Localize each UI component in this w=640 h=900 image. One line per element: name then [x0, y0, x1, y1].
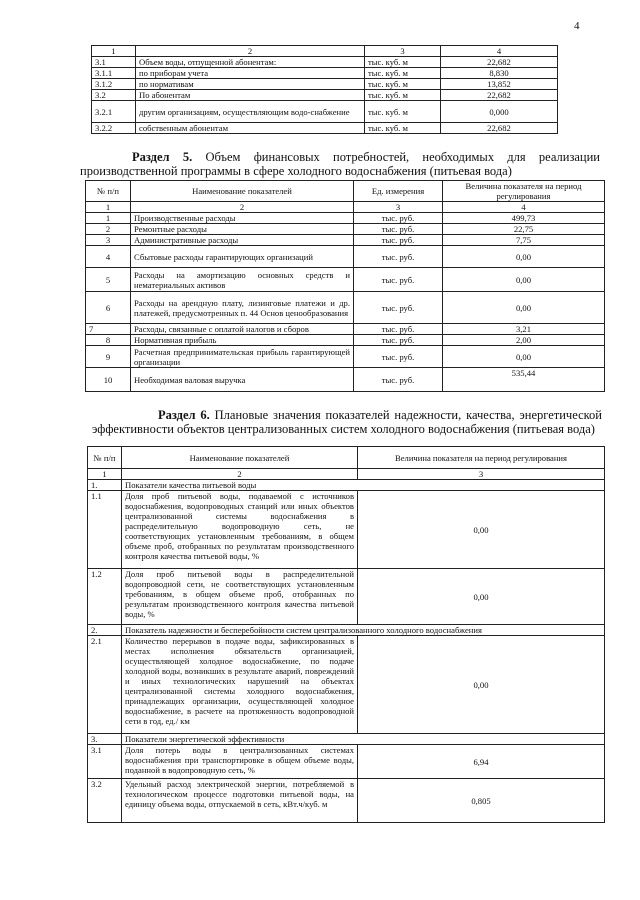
- column-header: Величина показателя на период регулирования: [443, 181, 605, 202]
- table-row: [92, 57, 558, 68]
- column-header: Наименование показателей: [122, 447, 358, 469]
- row-name: Объем воды, отпущенной абонентам:: [136, 57, 365, 68]
- table-numbering-row: [86, 202, 605, 213]
- group-number: 1.: [88, 480, 122, 491]
- row-number: 3.1: [88, 745, 122, 779]
- row-value: 0,00: [358, 491, 605, 569]
- row-value: 0,00: [358, 569, 605, 625]
- row-unit: тыс. руб.: [354, 224, 443, 235]
- table-row: [88, 569, 605, 625]
- group-number: 3.: [88, 734, 122, 745]
- row-name: Доля потерь воды в централизованных системах водоснабжения при транспортировке в общем объеме воды, поданной в водопроводную сеть, %: [122, 745, 358, 779]
- row-unit: тыс. руб.: [354, 268, 443, 292]
- table-row: [86, 346, 605, 368]
- table-cell: 3: [365, 46, 441, 57]
- row-value: 22,682: [441, 90, 558, 101]
- column-header: № п/п: [86, 181, 131, 202]
- row-number: 3.2: [88, 779, 122, 823]
- row-name: Расходы, связанные с оплатой налогов и сборов: [131, 324, 354, 335]
- row-number: 3: [86, 235, 131, 246]
- table-group-row: [88, 625, 605, 636]
- row-value: 2,00: [443, 335, 605, 346]
- row-unit: тыс. руб.: [354, 346, 443, 368]
- row-name: Необходимая валовая выручка: [131, 368, 354, 392]
- row-name: Доля проб питьевой воды, подаваемой с источников водоснабжения, водопроводных станций или иных объектов централизованной системы водоснабжения в распределительную водопроводную сеть, не соответствующих установленным требованиям, в общем объеме проб, отобранных по результатам производственного контроля качества питьевой воды, %: [122, 491, 358, 569]
- row-unit: тыс. руб.: [354, 292, 443, 324]
- row-name: Количество перерывов в подаче воды, зафиксированных в местах исполнения обязательств организацией, осуществляющей холодное водоснабжение, по подаче холодной воды, возникших в результате аварий, повреждений и иных технологических нарушений на объектах централизованной системы холодного водоснабжения, принадлежащих организации, осуществляющей холодное водоснабжение, в расчете на протяженность водопроводной сети в год, ед./ км: [122, 636, 358, 734]
- row-number: 5: [86, 268, 131, 292]
- table-cell: 1: [92, 46, 136, 57]
- row-value: 22,682: [441, 123, 558, 134]
- group-name: Показатель надежности и бесперебойности систем централизованного холодного водоснабжения: [122, 625, 605, 636]
- table-header-row: [88, 447, 605, 469]
- row-name: Удельный расход электрической энергии, потребляемой в технологическом процессе подготовки питьевой воды, на единицу объема воды, отпускаемой в сеть, кВт.ч/куб. м: [122, 779, 358, 823]
- table-row: [86, 335, 605, 346]
- row-value: 7,75: [443, 235, 605, 246]
- table-numbering-row: [92, 46, 558, 57]
- row-unit: тыс. куб. м: [365, 123, 441, 134]
- table-row: [88, 491, 605, 569]
- row-number: 8: [86, 335, 131, 346]
- row-value: 6,94: [358, 745, 605, 779]
- table-numbering-row: [88, 469, 605, 480]
- table-row: [92, 90, 558, 101]
- column-header: № п/п: [88, 447, 122, 469]
- row-number: 6: [86, 292, 131, 324]
- row-number: 9: [86, 346, 131, 368]
- row-name: Нормативная прибыль: [131, 335, 354, 346]
- row-value: 22,75: [443, 224, 605, 235]
- table-row: [88, 636, 605, 734]
- table-row: [92, 123, 558, 134]
- row-unit: тыс. руб.: [354, 324, 443, 335]
- row-name: по нормативам: [136, 79, 365, 90]
- group-name: Показатели энергетической эффективности: [122, 734, 605, 745]
- table-row: [92, 101, 558, 123]
- row-value: 0,000: [441, 101, 558, 123]
- row-name: другим организациям, осуществляющим водо-снабжение: [136, 101, 365, 123]
- row-unit: тыс. куб. м: [365, 90, 441, 101]
- row-name: По абонентам: [136, 90, 365, 101]
- section5-heading: [80, 150, 600, 178]
- row-number: 3.2.1: [92, 101, 136, 123]
- row-name: Расходы на арендную плату, лизинговые платежи и др. платежей, предусмотренных п. 44 Основ ценообразования: [131, 292, 354, 324]
- table-group-row: [88, 734, 605, 745]
- column-header: Ед. измерения: [354, 181, 443, 202]
- row-value: 22,682: [441, 57, 558, 68]
- row-unit: тыс. куб. м: [365, 79, 441, 90]
- financial-needs-table: [85, 180, 605, 392]
- row-unit: тыс. руб.: [354, 368, 443, 392]
- row-unit: тыс. руб.: [354, 335, 443, 346]
- water-volume-table: [91, 45, 558, 134]
- row-value: 8,830: [441, 68, 558, 79]
- table-row: [86, 368, 605, 392]
- table-row: [86, 235, 605, 246]
- row-number: 3.2: [92, 90, 136, 101]
- row-unit: тыс. куб. м: [365, 101, 441, 123]
- row-name: собственным абонентам: [136, 123, 365, 134]
- row-number: 3.1.2: [92, 79, 136, 90]
- table-row: [86, 268, 605, 292]
- table-header-row: [86, 181, 605, 202]
- table-cell: 4: [443, 202, 605, 213]
- table-group-row: [88, 480, 605, 491]
- group-number: 2.: [88, 625, 122, 636]
- row-name: Расчетная предпринимательская прибыль гарантирующей организации: [131, 346, 354, 368]
- row-unit: тыс. куб. м: [365, 57, 441, 68]
- row-name: Производственные расходы: [131, 213, 354, 224]
- row-name: Сбытовые расходы гарантирующих организаций: [131, 246, 354, 268]
- table-cell: 1: [86, 202, 131, 213]
- row-value: 535,44: [443, 368, 605, 392]
- row-value: 13,852: [441, 79, 558, 90]
- row-value: 0,00: [443, 346, 605, 368]
- row-value: 0,00: [358, 636, 605, 734]
- group-name: Показатели качества питьевой воды: [122, 480, 605, 491]
- row-value: 0,00: [443, 246, 605, 268]
- row-unit: тыс. руб.: [354, 213, 443, 224]
- section6-heading: [92, 408, 602, 436]
- table-cell: 1: [88, 469, 122, 480]
- row-value: 0,805: [358, 779, 605, 823]
- table-cell: 2: [131, 202, 354, 213]
- row-value: 0,00: [443, 292, 605, 324]
- row-number: 10: [86, 368, 131, 392]
- table-row: [86, 224, 605, 235]
- page-number: 4: [574, 20, 580, 32]
- table-row: [86, 324, 605, 335]
- table-cell: 4: [441, 46, 558, 57]
- row-name: Административные расходы: [131, 235, 354, 246]
- row-number: 1.1: [88, 491, 122, 569]
- row-number: 7: [86, 324, 131, 335]
- table-row: [92, 79, 558, 90]
- table-row: [86, 246, 605, 268]
- reliability-indicators-table: [87, 446, 605, 823]
- row-number: 1: [86, 213, 131, 224]
- section6-heading-number: Раздел 6.: [158, 408, 210, 422]
- table-row: [88, 779, 605, 823]
- row-unit: тыс. руб.: [354, 235, 443, 246]
- section5-heading-text: Объем финансовых потребностей, необходимых для реализации производственной программы в сфере холодного водоснабжения (питьевая вода): [80, 150, 600, 178]
- table-row: [86, 292, 605, 324]
- row-value: 499,73: [443, 213, 605, 224]
- row-value: 3,21: [443, 324, 605, 335]
- table-cell: 3: [358, 469, 605, 480]
- table-cell: 2: [136, 46, 365, 57]
- row-number: 3.1.1: [92, 68, 136, 79]
- row-number: 4: [86, 246, 131, 268]
- row-value: 0,00: [443, 268, 605, 292]
- row-number: 2.1: [88, 636, 122, 734]
- section6-heading-text: Плановые значения показателей надежности, качества, энергетической эффективности объектов централизованных систем холодного водоснабжения (питьевая вода): [92, 408, 603, 436]
- row-unit: тыс. куб. м: [365, 68, 441, 79]
- section5-heading-number: Раздел 5.: [132, 150, 193, 164]
- row-number: 2: [86, 224, 131, 235]
- table-cell: 3: [354, 202, 443, 213]
- row-number: 3.2.2: [92, 123, 136, 134]
- row-unit: тыс. руб.: [354, 246, 443, 268]
- table-cell: 2: [122, 469, 358, 480]
- row-number: 3.1: [92, 57, 136, 68]
- row-name: по приборам учета: [136, 68, 365, 79]
- row-name: Расходы на амортизацию основных средств и нематериальных активов: [131, 268, 354, 292]
- row-number: 1.2: [88, 569, 122, 625]
- column-header: Наименование показателей: [131, 181, 354, 202]
- row-name: Доля проб питьевой воды в распределительной водопроводной сети, не соответствующих установленным требованиям, в общем объеме проб, отобранных по результатам производственного контроля качества питьевой воды, %: [122, 569, 358, 625]
- table-row: [88, 745, 605, 779]
- table-row: [92, 68, 558, 79]
- row-name: Ремонтные расходы: [131, 224, 354, 235]
- column-header: Величина показателя на период регулирования: [358, 447, 605, 469]
- table-row: [86, 213, 605, 224]
